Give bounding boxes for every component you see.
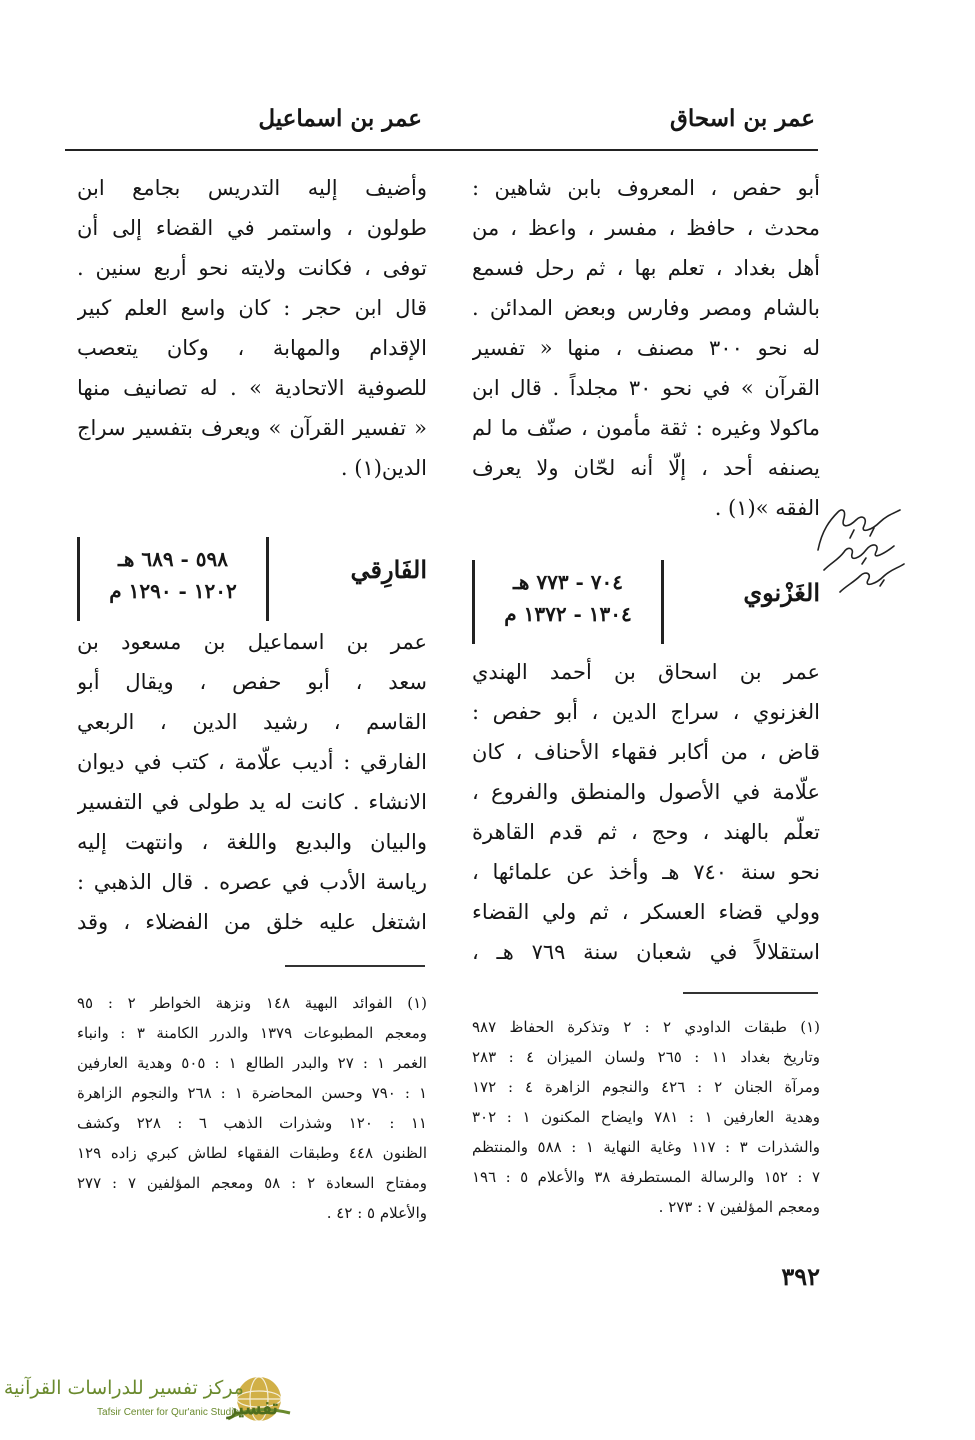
- text-line: أبو حفص ، المعروف بابن شاهين :: [472, 176, 820, 200]
- text-line: له نحو ٣٠٠ مصنف ، منها « تفسير: [472, 336, 820, 360]
- entry-dates-bracket: [77, 537, 269, 621]
- footnote-line: (١) طبقات الداودي ٢ : ٢ وتذكرة الحفاظ ٩٨٧: [472, 1018, 820, 1036]
- text-line: قال ابن حجر : كان واسع العلم كبير: [77, 296, 427, 320]
- footnotes-right: [472, 1012, 820, 1222]
- footnote-line: ومفتاح السعادة ٢ : ٥٨ ومعجم المؤلفين ٧ : ٢٧٧: [77, 1174, 427, 1192]
- footnote-line: ومعجم المؤلفين ٧ : ٢٧٣ .: [658, 1198, 820, 1216]
- text-line: طولون ، واستمر في القضاء إلى أن: [77, 216, 427, 240]
- text-line: استقلالاً في شعبان سنة ٧٦٩ هـ ،: [472, 940, 820, 964]
- running-header-left: عمر بن اسماعيل: [258, 105, 422, 132]
- text-line: توفى ، فكانت ولايته نحو أربع سنين .: [77, 256, 427, 280]
- text-line: الإقدام والمهابة ، وكان يتعصب: [77, 336, 427, 360]
- text-line: أهل بغداد ، تعلم بها ، ثم رحل فسمع: [472, 256, 820, 280]
- footnote-rule-right: [683, 992, 818, 994]
- header-rule: [65, 149, 818, 151]
- handwritten-marginal-note: [810, 490, 910, 620]
- logo-mark: تفسير: [227, 1395, 278, 1419]
- text-line: اشتغل عليه خلق من الفضلاء ، وقد: [77, 910, 427, 934]
- text-line: نحو سنة ٧٤٠ هـ وأخذ عن علمائها ،: [472, 860, 820, 884]
- entry-name: الفَارِقي: [350, 555, 427, 584]
- entry-date-hijri: ٧٠٤ - ٧٧٣ هـ: [512, 570, 624, 594]
- text-line: الانشاء . كانت له يد طولى في التفسير: [77, 790, 427, 814]
- right-column-entry-body: [472, 652, 820, 972]
- entry-dates-bracket: [472, 560, 664, 644]
- footnote-line: ومعجم المطبوعات ١٣٧٩ والدرر الكامنة ٣ : وانباء: [77, 1024, 427, 1042]
- text-line: القاسم ، رشيد الدين ، الربعي: [77, 710, 427, 734]
- footnote-line: وهدية العارفين ١ : ٧٨١ وايضاح المكنون ١ : ٣٠٢: [472, 1108, 820, 1126]
- text-line: « تفسير القرآن » ويعرف بتفسير سراج: [77, 416, 427, 440]
- text-line: ماكولا وغيره : ثقة مأمون ، صنّف ما لم: [472, 416, 820, 440]
- footnote-line: ومرآة الجنان ٢ : ٤٢٦ والنجوم الزاهرة ٤ : ١٧٢: [472, 1078, 820, 1096]
- footnote-line: الغمر ١ : ٢٧ والبدر الطالع ١ : ٥٠٥ وهدية العارفين: [77, 1054, 427, 1072]
- footnote-line: ١١ : ١٢٠ وشذرات الذهب ٦ : ٢٢٨ وكشف: [77, 1114, 427, 1132]
- text-line: علّامة في الأصول والمنطق والفروع ،: [472, 780, 820, 804]
- text-line: وولي قضاء العسكر ، ثم ولي القضاء: [472, 900, 820, 924]
- entry-heading-fariqi: [77, 537, 427, 623]
- text-line: الفقه »(١) .: [714, 496, 820, 520]
- footnotes-left: [77, 988, 427, 1228]
- footnote-line: والأعلام ٥ : ٤٢ .: [326, 1204, 427, 1222]
- text-line: قاض ، من أكابر فقهاء الأحناف ، كان: [472, 740, 820, 764]
- entry-date-gregorian: ١٣٠٤ - ١٣٧٢ م: [504, 602, 632, 626]
- tafsir-center-logo: [3, 1375, 294, 1435]
- footnote-line: الظنون ٤٤٨ وطبقات الفقهاء لطاش كبري زاده ١٢٩: [77, 1144, 427, 1162]
- text-line: الدين(١) .: [340, 456, 427, 480]
- logo-arabic-name: مركز تفسير للدراسات القرآنية: [3, 1377, 244, 1399]
- entry-date-gregorian: ١٢٠٢ - ١٢٩٠ م: [109, 579, 237, 603]
- text-line: يصنفه أحد ، إلّا أنه لحّان ولا يعرف: [472, 456, 820, 480]
- text-line: عمر بن اسحاق بن أحمد الهندي: [472, 660, 820, 684]
- text-line: وأضيف إليه التدريس بجامع ابن: [77, 176, 427, 200]
- text-line: عمر بن اسماعيل بن مسعود بن: [77, 630, 427, 654]
- text-line: والبيان والبديع واللغة ، وانتهت إليه: [77, 830, 427, 854]
- page-number: ٣٩٢: [781, 1262, 820, 1291]
- text-line: الغزنوي ، سراج الدين ، أبو حفص :: [472, 700, 820, 724]
- running-header-right: عمر بن اسحاق: [670, 105, 815, 132]
- text-line: الفارقي : أديب علّامة ، كتب في ديوان: [77, 750, 427, 774]
- text-line: محدث ، حافظ ، مفسر ، واعظ ، من: [472, 216, 820, 240]
- text-line: سعد ، أبو حفص ، ويقال أبو: [77, 670, 427, 694]
- left-column-continuation: [77, 168, 427, 488]
- footnote-line: ٧ : ١٥٢ والرسالة المستطرفة ٣٨ والأعلام ٥ : ١٩٦: [472, 1168, 820, 1186]
- footnote-line: والشذرات ٣ : ١١٧ وغاية النهاية ١ : ٥٨٨ والمنتظم: [472, 1138, 820, 1156]
- left-column-entry-body: [77, 622, 427, 942]
- footnote-line: (١) الفوائد البهية ١٤٨ ونزهة الخواطر ٢ : ٩٥: [77, 994, 427, 1012]
- text-line: تعلّم بالهند ، وحج ، ثم قدم القاهرة: [472, 820, 820, 844]
- logo-english-name: Tafsir Center for Qur'anic Studies: [97, 1407, 244, 1418]
- entry-date-hijri: ٥٩٨ - ٦٨٩ هـ: [117, 547, 229, 571]
- right-column-continuation: [472, 168, 820, 528]
- text-line: بالشام ومصر وفارس وبعض المدائن .: [472, 296, 820, 320]
- entry-name: الغَزْنوي: [743, 578, 820, 607]
- text-line: رياسة الأدب في عصره . قال الذهبي :: [77, 870, 427, 894]
- footnote-line: وتاريخ بغداد ١١ : ٢٦٥ ولسان الميزان ٤ : ٢٨٣: [472, 1048, 820, 1066]
- text-line: القرآن » في نحو ٣٠ مجلداً . قال ابن: [472, 376, 820, 400]
- text-line: للصوفية الاتحادية » . له تصانيف منها: [77, 376, 427, 400]
- entry-heading-ghaznawi: [472, 560, 820, 646]
- footnote-line: ١ : ٧٩٠ وحسن المحاضرة ١ : ٢٦٨ والنجوم الزاهرة: [77, 1084, 427, 1102]
- footnote-rule-left: [285, 965, 425, 967]
